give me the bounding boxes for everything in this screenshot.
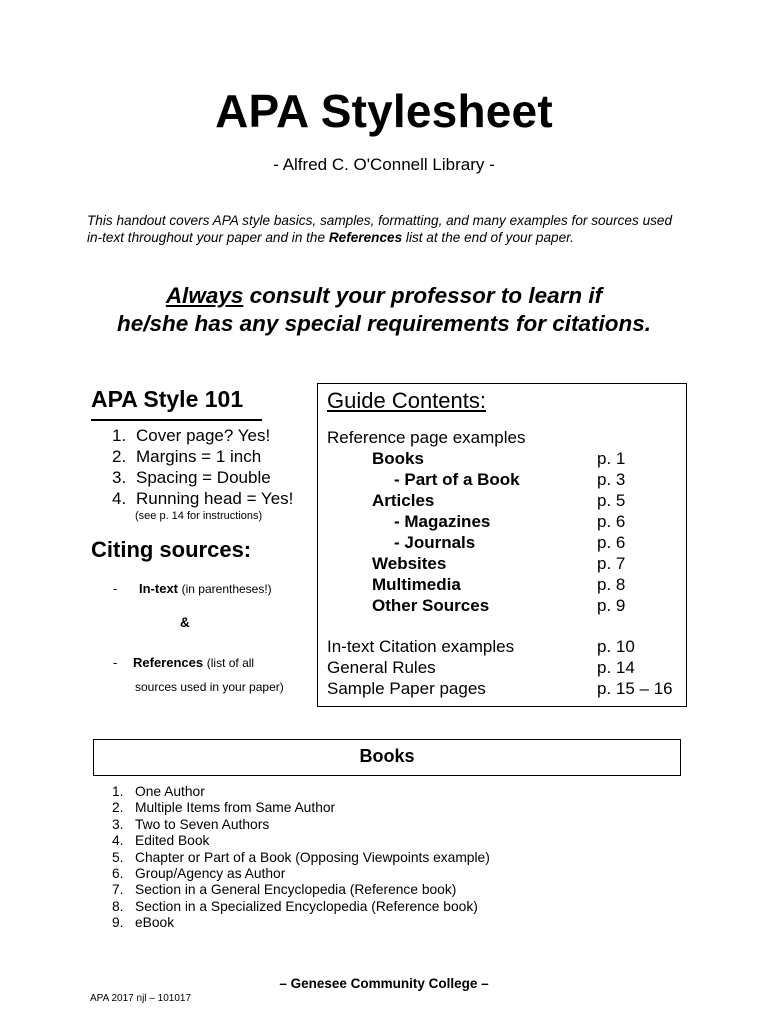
books-item-number: 2. <box>112 800 124 816</box>
style101-heading: APA Style 101 <box>91 386 244 412</box>
books-item-text: Chapter or Part of a Book (Opposing Viewpoints example) <box>135 849 490 865</box>
style101-item <box>112 425 293 446</box>
toc-entry-label: - Journals <box>394 533 476 552</box>
toc-entry-page: p. 1 <box>597 449 626 468</box>
toc-entry-page: p. 5 <box>597 491 626 510</box>
books-item-text: Section in a Specialized Encyclopedia (Reference book) <box>135 898 478 914</box>
intext-note: (in parentheses!) <box>181 582 272 596</box>
style101-underline <box>91 419 262 421</box>
toc-extra-label: Sample Paper pages <box>327 679 486 698</box>
books-item-number: 4. <box>112 833 124 849</box>
toc-entry-label: Articles <box>372 491 435 510</box>
toc-entry-page: p. 7 <box>597 554 626 573</box>
books-item-number: 3. <box>112 816 124 832</box>
toc-entry-label: - Part of a Book <box>394 470 520 489</box>
toc-extra-label: In-text Citation examples <box>327 637 515 656</box>
running-head-note: (see p. 14 for instructions) <box>135 510 263 522</box>
consult-line-2: he/she has any special requirements for citations. <box>117 311 651 336</box>
guide-contents-title: Guide Contents: <box>327 388 486 413</box>
books-item-number: 9. <box>112 915 124 931</box>
toc-entry-label: Books <box>372 449 424 468</box>
books-list-item <box>112 850 490 866</box>
books-item-number: 7. <box>112 882 124 898</box>
toc-entry-page: p. 3 <box>597 470 626 489</box>
toc-entry-page: p. 6 <box>597 533 626 552</box>
reference-examples-heading: Reference page examples <box>327 428 526 447</box>
toc-entry-label: Multimedia <box>372 575 461 594</box>
references-note-continued: sources used in your paper) <box>135 680 284 694</box>
books-heading: Books <box>359 746 415 766</box>
style101-item-text: Running head = Yes! <box>136 489 294 508</box>
intro-references-emphasis: References <box>328 230 403 245</box>
style101-item-text: Spacing = Double <box>136 468 271 487</box>
style101-item <box>112 467 293 488</box>
books-list-item <box>112 784 490 800</box>
style101-item-number: 3. <box>112 468 127 487</box>
bullet-dash: - <box>113 581 118 596</box>
style101-item-text: Cover page? Yes! <box>136 426 271 445</box>
page-title: APA Stylesheet <box>215 85 553 137</box>
intext-bullet <box>113 581 272 596</box>
bullet-dash: - <box>113 655 118 670</box>
books-item-text: Edited Book <box>135 833 210 849</box>
toc-extra-page: p. 10 <box>597 637 635 656</box>
ampersand: & <box>180 615 190 630</box>
document-code: APA 2017 njl – 101017 <box>90 993 192 1004</box>
consult-line-1 <box>0 282 768 310</box>
toc-extra-page: p. 15 – 16 <box>597 679 673 698</box>
books-item-text: Multiple Items from Same Author <box>135 800 336 816</box>
style101-list <box>112 425 293 509</box>
books-list-item <box>112 882 490 898</box>
citing-sources-heading: Citing sources: <box>91 537 252 562</box>
books-item-text: Section in a General Encyclopedia (Reference book) <box>135 882 457 898</box>
toc-extra-label: General Rules <box>327 658 436 677</box>
books-item-text: eBook <box>135 915 175 931</box>
books-item-text: Group/Agency as Author <box>135 866 286 882</box>
toc-entry-label: - Magazines <box>394 512 491 531</box>
books-list-item <box>112 800 490 816</box>
books-item-number: 5. <box>112 849 124 865</box>
toc-entry-page: p. 9 <box>597 596 626 615</box>
books-list <box>112 784 490 932</box>
toc-entry-label: Websites <box>372 554 447 573</box>
intro-text-start: This handout covers APA style basics, samples, formatting, and many examples for sources used in-text throughout your paper and in the <box>87 213 673 245</box>
books-list-item <box>112 817 490 833</box>
books-item-number: 8. <box>112 898 124 914</box>
college-footer: – Genesee Community College – <box>279 976 489 991</box>
references-label: References <box>133 655 204 670</box>
intext-label: In-text <box>139 581 178 596</box>
books-list-item <box>112 833 490 849</box>
books-item-number: 1. <box>112 784 124 799</box>
books-item-text: One Author <box>135 784 205 799</box>
page-subtitle: - Alfred C. O'Connell Library - <box>273 155 495 174</box>
style101-item-number: 4. <box>112 489 127 508</box>
books-list-item <box>112 899 490 915</box>
toc-entry-page: p. 6 <box>597 512 626 531</box>
consult-always-emphasis: Always <box>165 283 244 308</box>
books-list-item <box>112 915 490 931</box>
toc-entry-label: Other Sources <box>372 596 490 615</box>
books-list-item <box>112 866 490 882</box>
style101-item <box>112 488 293 509</box>
books-item-text: Two to Seven Authors <box>135 816 270 832</box>
references-bullet <box>113 655 254 670</box>
consult-professor-notice <box>0 282 768 338</box>
style101-item <box>112 446 293 467</box>
toc-entry-page: p. 8 <box>597 575 626 594</box>
references-note: (list of all <box>206 656 255 670</box>
style101-item-text: Margins = 1 inch <box>136 447 262 466</box>
style101-item-number: 2. <box>112 447 127 466</box>
style101-item-number: 1. <box>112 426 127 445</box>
books-item-number: 6. <box>112 866 124 882</box>
toc-extra-page: p. 14 <box>597 658 635 677</box>
consult-line-1-rest: consult your professor to learn if <box>243 283 603 308</box>
intro-text-end: list at the end of your paper. <box>402 230 574 245</box>
intro-paragraph <box>87 212 687 246</box>
